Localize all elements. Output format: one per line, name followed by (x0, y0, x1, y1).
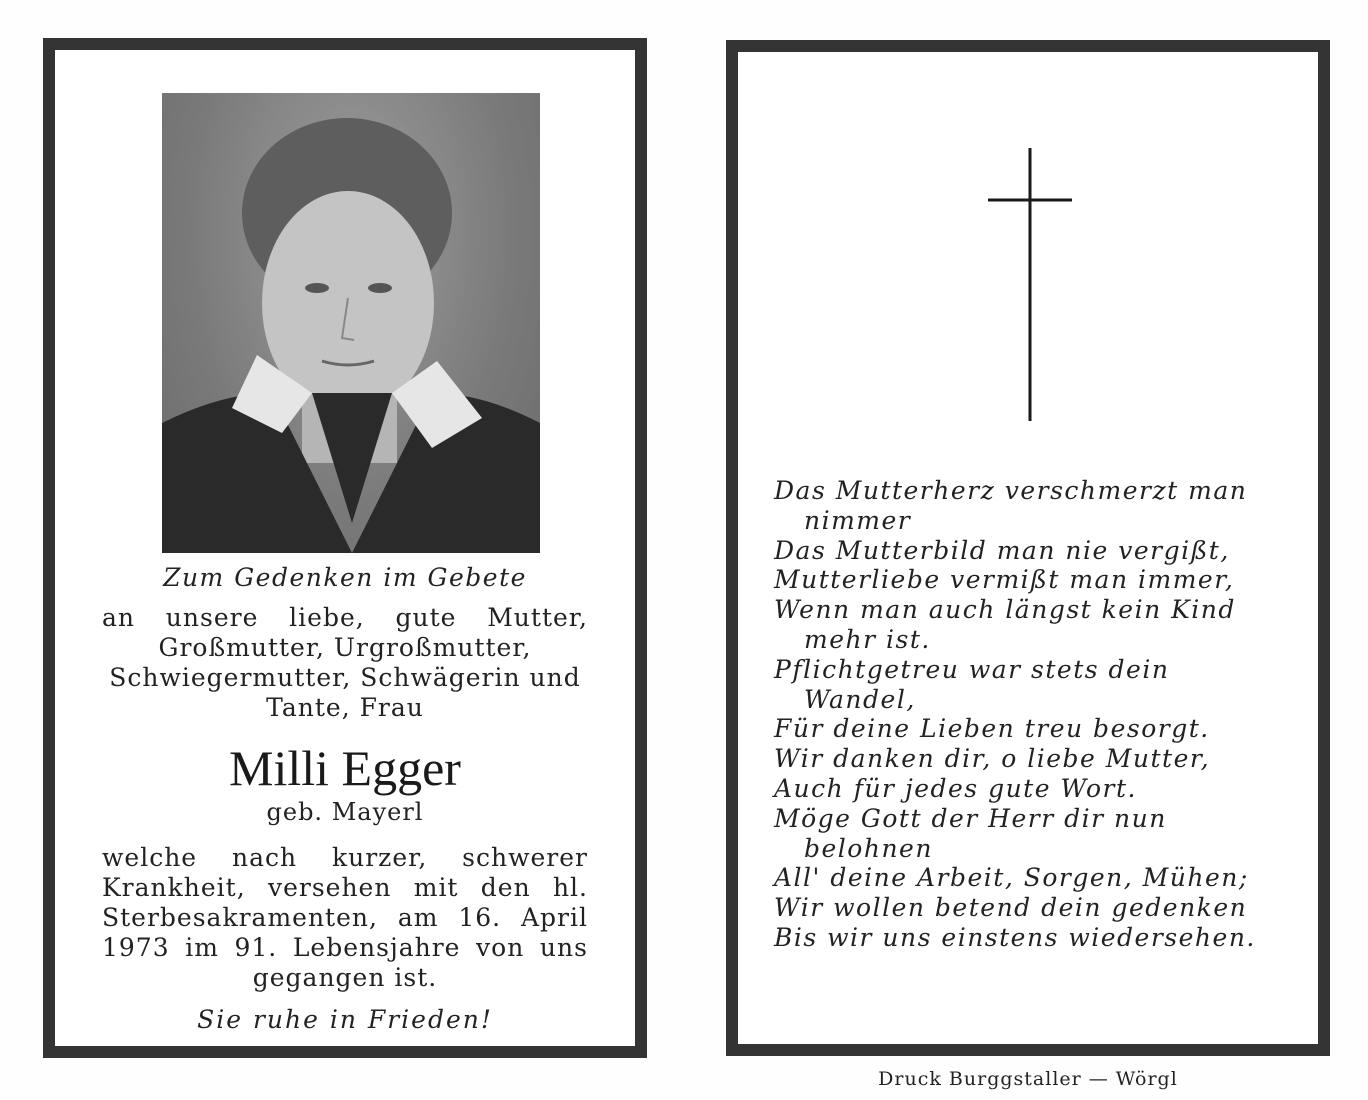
poem-line: Wenn man auch längst kein Kind (774, 595, 1236, 625)
death-notice (55, 843, 635, 993)
dedication-line: an unsere liebe, gute Mutter, (102, 603, 588, 632)
printer-imprint: Druck Burggstaller — Wörgl (878, 1068, 1178, 1090)
dedication-line: Großmutter, Urgroßmutter, (158, 633, 532, 662)
death-line: welche nach kurzer, schwerer (102, 843, 588, 872)
poem-line: Das Mutterbild man nie vergißt, (774, 535, 1230, 565)
memorial-heading: Zum Gedenken im Gebete (163, 563, 527, 592)
poem-line: Das Mutterherz verschmerzt man (774, 476, 1248, 505)
poem-line: Für deine Lieben treu besorgt. (774, 714, 1210, 744)
poem-line: Bis wir uns einstens wiedersehen. (774, 922, 1256, 952)
poem-line: Pflichtgetreu war stets dein (774, 654, 1170, 684)
portrait-photo (162, 93, 540, 553)
poem-line: mehr ist. (804, 624, 931, 654)
poem-line: Mutterliebe vermißt man immer, (774, 565, 1235, 595)
deceased-name: Milli Egger (229, 740, 461, 796)
portrait-illustration (162, 93, 540, 553)
poem-line: Auch für jedes gute Wort. (774, 773, 1137, 803)
poem-line: belohnen (804, 833, 933, 863)
memorial-card-left (43, 38, 647, 1058)
birth-name: geb. Mayerl (266, 798, 424, 826)
poem-line: Wir wollen betend dein gedenken (774, 893, 1248, 923)
death-line: Sterbesakramenten, am 16. April (102, 903, 588, 932)
memorial-card-right (726, 40, 1330, 1056)
dedication-line: Schwiegermutter, Schwägerin und (109, 663, 581, 692)
poem-line: nimmer (804, 505, 912, 535)
poem-line: Wandel, (804, 684, 916, 714)
poem-line: Möge Gott der Herr dir nun (774, 803, 1167, 833)
cross-icon (978, 136, 1078, 426)
dedication-text (55, 603, 635, 723)
closing-blessing: Sie ruhe in Frieden! (197, 1005, 493, 1034)
death-line: Krankheit, versehen mit den hl. (102, 873, 588, 902)
poem-line: Wir danken dir, o liebe Mutter, (774, 744, 1211, 774)
death-line: gegangen ist. (252, 963, 438, 992)
dedication-line: Tante, Frau (266, 693, 424, 722)
death-line: 1973 im 91. Lebensjahre von uns (102, 933, 588, 962)
memorial-poem (774, 476, 1294, 953)
poem-line: All' deine Arbeit, Sorgen, Mühen; (774, 863, 1249, 893)
